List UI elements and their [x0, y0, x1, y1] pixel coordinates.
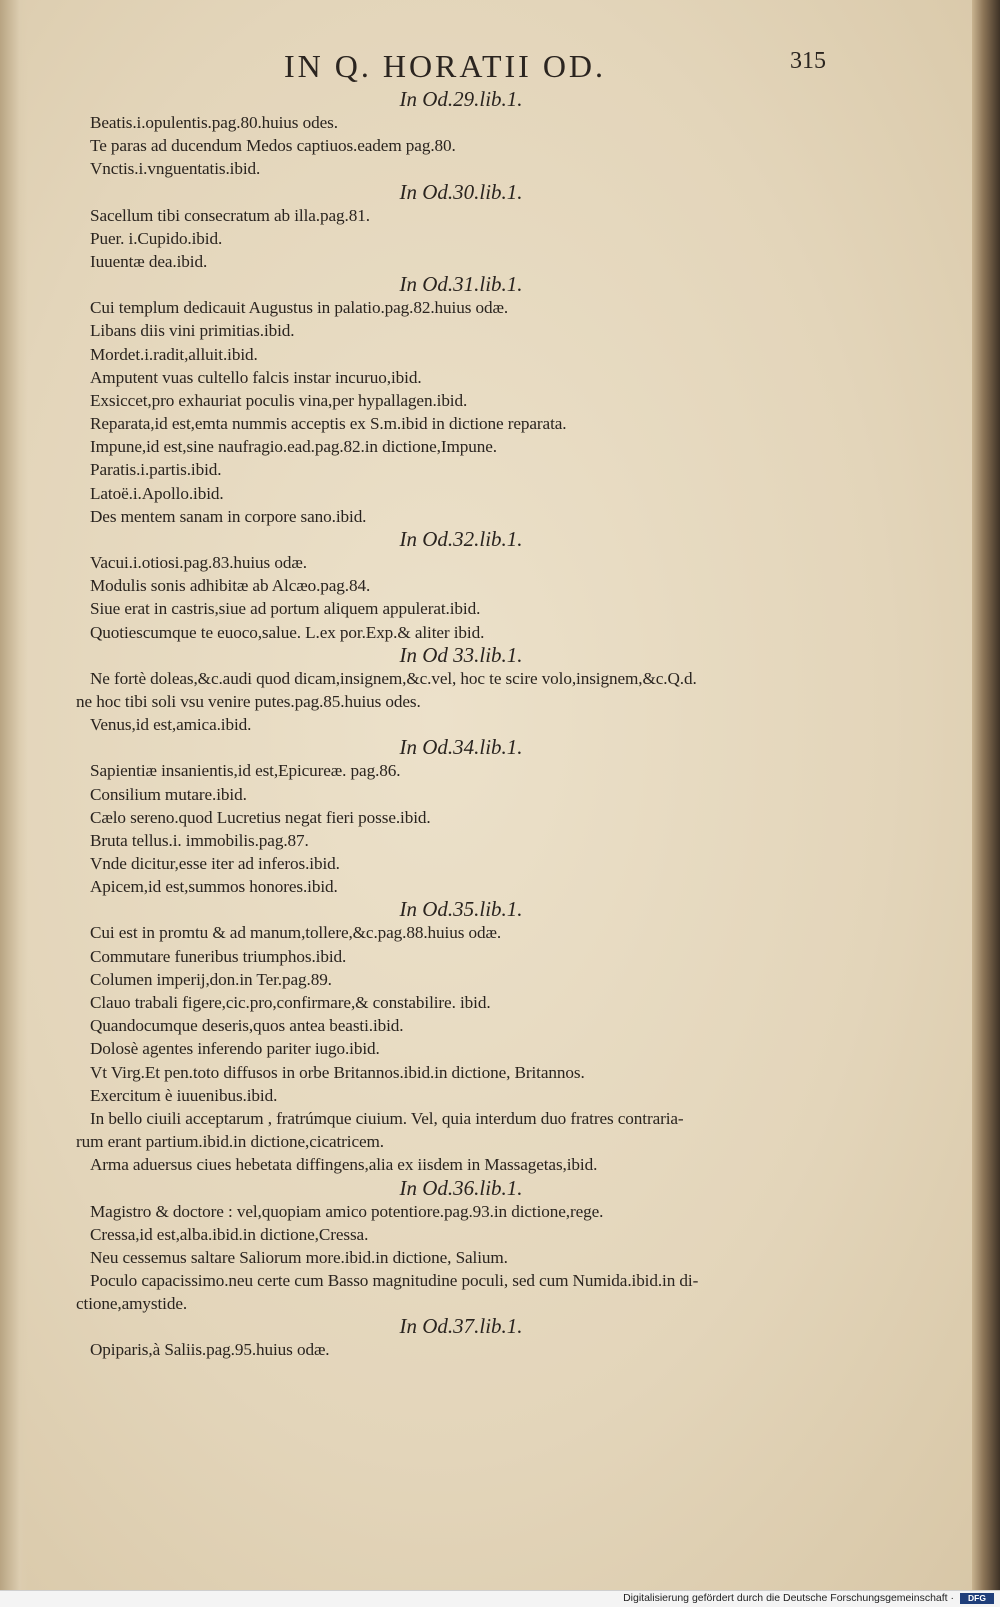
- digitization-footer: [0, 1590, 1000, 1607]
- index-entry: Bruta tellus.i. immobilis.pag.87.: [90, 830, 309, 850]
- page-gutter: [0, 0, 28, 1590]
- index-entry: Te paras ad ducendum Medos captiuos.eadem pag.80.: [90, 136, 456, 156]
- index-entry-continuation: ctione,amystide.: [76, 1294, 188, 1314]
- index-entry: Vnctis.i.vnguentatis.ibid.: [90, 159, 261, 179]
- index-entry: Arma aduersus ciues hebetata diffingens,alia ex iisdem in Massagetas,ibid.: [90, 1155, 598, 1175]
- index-entry: Cælo sereno.quod Lucretius negat fieri posse.ibid.: [90, 807, 431, 827]
- section-heading: In Od.29.lib.1.: [399, 87, 523, 111]
- index-entry: Poculo capacissimo.neu certe cum Basso magnitudine poculi, sed cum Numida.ibid.in di-: [90, 1271, 699, 1291]
- index-entry: Sacellum tibi consecratum ab illa.pag.81.: [90, 205, 370, 225]
- index-entry: Dolosè agentes inferendo pariter iugo.ibid.: [90, 1039, 380, 1059]
- section-heading: In Od.34.lib.1.: [399, 735, 523, 760]
- dfg-logo: DFG: [960, 1593, 994, 1604]
- index-content: [76, 88, 846, 1362]
- index-entry: Neu cessemus saltare Saliorum more.ibid.in dictione, Salium.: [90, 1247, 508, 1267]
- index-entry: Vacui.i.otiosi.pag.83.huius odæ.: [90, 553, 307, 572]
- index-entry: Mordet.i.radit,alluit.ibid.: [90, 344, 258, 364]
- index-entry: Libans diis vini primitias.ibid.: [90, 321, 295, 341]
- index-entry: Consilium mutare.ibid.: [90, 784, 247, 804]
- index-entry: Modulis sonis adhibitæ ab Alcæo.pag.84.: [90, 576, 371, 596]
- index-entry: Iuuentæ dea.ibid.: [90, 251, 208, 271]
- index-entry: Latoë.i.Apollo.ibid.: [90, 483, 224, 503]
- index-entry: Cressa,id est,alba.ibid.in dictione,Cressa.: [90, 1224, 369, 1244]
- index-entry: Puer. i.Cupido.ibid.: [90, 228, 223, 248]
- index-entry: Ne fortè doleas,&c.audi quod dicam,insignem,&c.vel, hoc te scire volo,insignem,&c.Q.d.: [90, 668, 697, 688]
- index-entry: Beatis.i.opulentis.pag.80.huius odes.: [90, 113, 338, 132]
- index-entry: Quandocumque deseris,quos antea beasti.ibid.: [90, 1016, 404, 1036]
- index-entry: Cui est in promtu & ad manum,tollere,&c.pag.88.huius odæ.: [90, 923, 502, 943]
- section-heading: In Od.30.lib.1.: [399, 179, 523, 204]
- page-edge: [972, 0, 1000, 1606]
- index-entry: Commutare funeribus triumphos.ibid.: [90, 946, 347, 966]
- index-entry: Apicem,id est,summos honores.ibid.: [90, 877, 338, 897]
- index-entry: Columen imperij,don.in Ter.pag.89.: [90, 969, 332, 989]
- index-entry: Vt Virg.Et pen.toto diffusos in orbe Britannos.ibid.in dictione, Britannos.: [90, 1062, 585, 1082]
- index-entry: Siue erat in castris,siue ad portum aliquem appulerat.ibid.: [90, 599, 481, 619]
- index-entry: Paratis.i.partis.ibid.: [90, 460, 222, 480]
- index-entry: Exercitum è iuuenibus.ibid.: [90, 1085, 278, 1105]
- running-head: IN Q. HORATII OD.: [283, 48, 607, 84]
- section-heading: In Od.31.lib.1.: [399, 272, 523, 297]
- page-number: 315: [790, 48, 826, 74]
- funding-credit: Digitalisierung gefördert durch die Deutsche Forschungsgemeinschaft ·: [623, 1592, 954, 1604]
- index-entry: In bello ciuili acceptarum , fratrúmque ciuium. Vel, quia interdum duo fratres contraria-: [90, 1108, 684, 1128]
- index-entry: Amputent vuas cultello falcis instar incuruo,ibid.: [90, 367, 422, 387]
- section-heading: In Od.37.lib.1.: [399, 1314, 523, 1339]
- index-entry: Magistro & doctore : vel,quopiam amico potentiore.pag.93.in dictione,rege.: [90, 1201, 604, 1221]
- index-entry-continuation: ne hoc tibi soli vsu venire putes.pag.85.huius odes.: [76, 691, 421, 711]
- index-entry: Venus,id est,amica.ibid.: [90, 715, 252, 735]
- index-entry: Impune,id est,sine naufragio.ead.pag.82.in dictione,Impune.: [90, 437, 497, 457]
- index-entry: Des mentem sanam in corpore sano.ibid.: [90, 506, 367, 526]
- index-entry: Exsiccet,pro exhauriat poculis vina,per hypallagen.ibid.: [90, 390, 468, 410]
- index-entry: Sapientiæ insanientis,id est,Epicureæ. pag.86.: [90, 761, 401, 781]
- index-entry: Reparata,id est,emta nummis acceptis ex S.m.ibid in dictione reparata.: [90, 414, 567, 434]
- index-entry: Vnde dicitur,esse iter ad inferos.ibid.: [90, 854, 340, 874]
- index-entry: Opiparis,à Saliis.pag.95.huius odæ.: [90, 1340, 330, 1360]
- section-heading: In Od.36.lib.1.: [399, 1175, 523, 1200]
- index-entry: Quotiescumque te euoco,salue. L.ex por.Exp.& aliter ibid.: [90, 622, 485, 642]
- index-entry: Clauo trabali figere,cic.pro,confirmare,& constabilire. ibid.: [90, 993, 491, 1012]
- section-heading: In Od 33.lib.1.: [399, 642, 523, 667]
- index-entry: Cui templum dedicauit Augustus in palatio.pag.82.huius odæ.: [90, 298, 509, 318]
- section-heading: In Od.35.lib.1.: [399, 897, 523, 922]
- index-entry-continuation: rum erant partium.ibid.in dictione,cicatricem.: [76, 1132, 385, 1152]
- section-heading: In Od.32.lib.1.: [399, 527, 523, 551]
